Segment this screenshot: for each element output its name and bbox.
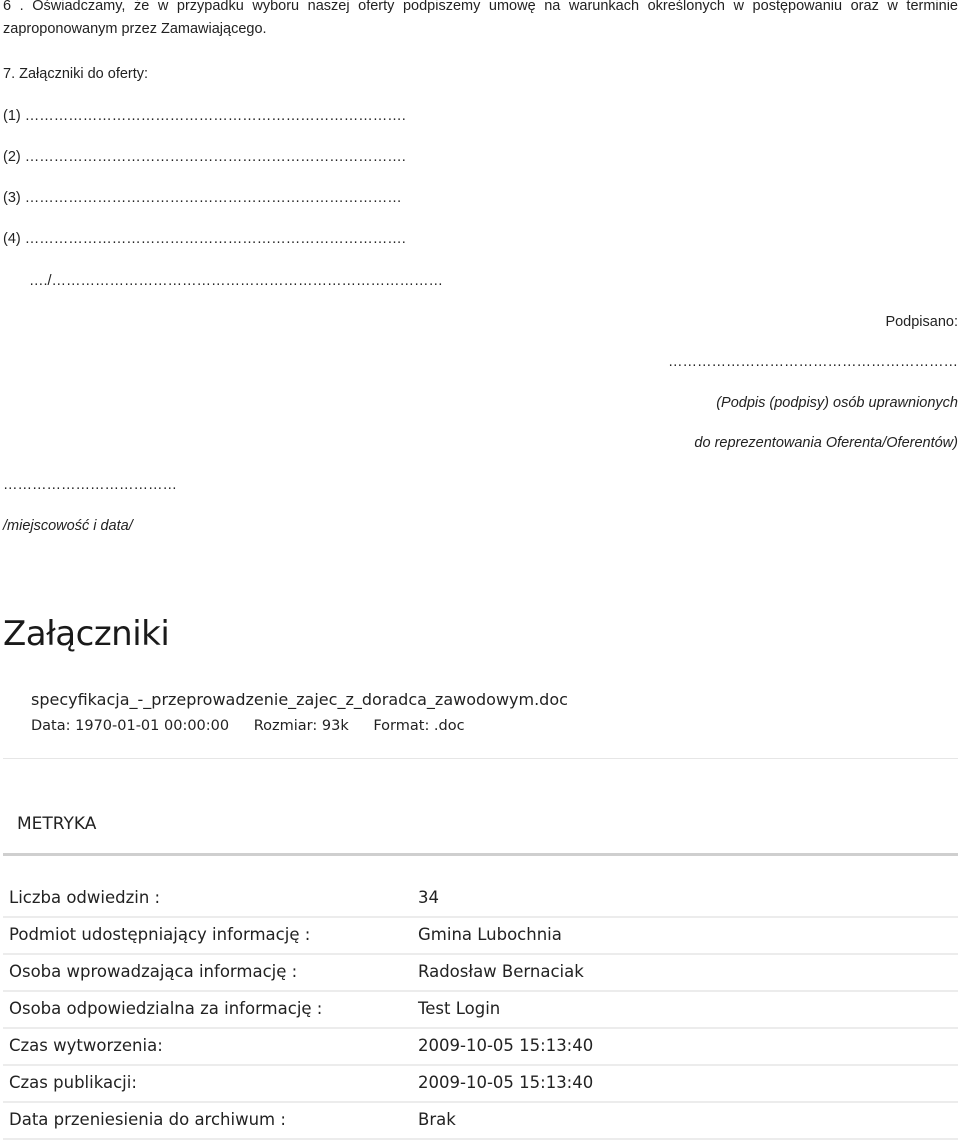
metryka-value: 2009-10-05 15:13:40	[418, 1073, 594, 1092]
metryka-value: Radosław Bernaciak	[418, 962, 584, 981]
metryka-label: Osoba wprowadzająca informację :	[9, 962, 298, 981]
metryka-row	[3, 881, 958, 918]
metryka-table	[3, 881, 958, 1140]
metryka-heading: METRYKA	[17, 814, 97, 834]
metryka-label: Podmiot udostępniający informację :	[9, 925, 311, 944]
metryka-value: 2009-10-05 15:13:40	[418, 1036, 594, 1055]
metryka-value: Brak	[418, 1110, 456, 1129]
attachments-heading: Załączniki	[3, 614, 170, 654]
metryka-label: Osoba odpowiedzialna za informację :	[9, 999, 323, 1018]
metryka-divider	[3, 853, 958, 856]
signature-caption-line-1: (Podpis (podpisy) osób uprawnionych	[716, 395, 958, 411]
attachment-placeholder-3: (3) ……………………………………………………………………	[3, 190, 402, 206]
metryka-value: 34	[418, 888, 439, 907]
metryka-label: Czas publikacji:	[9, 1073, 137, 1092]
place-date-dots: ………………………………	[3, 477, 177, 493]
attachment-placeholder-1: (1) …………………………………………………………………….	[3, 108, 406, 124]
attachment-date: Data: 1970-01-01 00:00:00	[31, 718, 230, 734]
place-date-caption: /miejscowość i data/	[3, 518, 133, 534]
signature-caption-line-2: do reprezentowania Oferenta/Oferentów)	[694, 435, 958, 451]
paragraph-6-line-2: zaproponowanym przez Zamawiającego.	[3, 21, 267, 37]
metryka-row	[3, 992, 958, 1029]
paragraph-6-line-1: 6 . Oświadczamy, że w przypadku wyboru naszej oferty podpiszemy umowę na warunkach określonych w postępowaniu oraz w terminie	[3, 0, 958, 14]
signature-dots: ……………………………………………………	[668, 354, 958, 370]
metryka-label: Data przeniesienia do archiwum :	[9, 1110, 286, 1129]
metryka-row	[3, 955, 958, 992]
divider	[3, 758, 958, 759]
metryka-label: Liczba odwiedzin :	[9, 888, 161, 907]
metryka-value: Gmina Lubochnia	[418, 925, 562, 944]
metryka-label: Czas wytworzenia:	[9, 1036, 163, 1055]
attachment-format: Format: .doc	[373, 718, 465, 734]
metryka-row	[3, 1103, 958, 1140]
attachment-meta	[31, 718, 485, 734]
attachment-placeholder-4: (4) …………………………………………………………………….	[3, 231, 406, 247]
section-7-heading: 7. Załączniki do oferty:	[3, 66, 149, 82]
metryka-row	[3, 1029, 958, 1066]
attachment-file-link[interactable]: specyfikacja_-_przeprowadzenie_zajec_z_doradca_zawodowym.doc	[31, 690, 568, 709]
metryka-row	[3, 918, 958, 955]
attachment-placeholder-2: (2) …………………………………………………………………….	[3, 149, 406, 165]
attachment-placeholder-more: …./………………………………………………………………………	[29, 273, 444, 289]
signed-label: Podpisano:	[885, 314, 958, 330]
metryka-row	[3, 1066, 958, 1103]
attachment-size: Rozmiar: 93k	[253, 718, 349, 734]
metryka-value: Test Login	[418, 999, 501, 1018]
